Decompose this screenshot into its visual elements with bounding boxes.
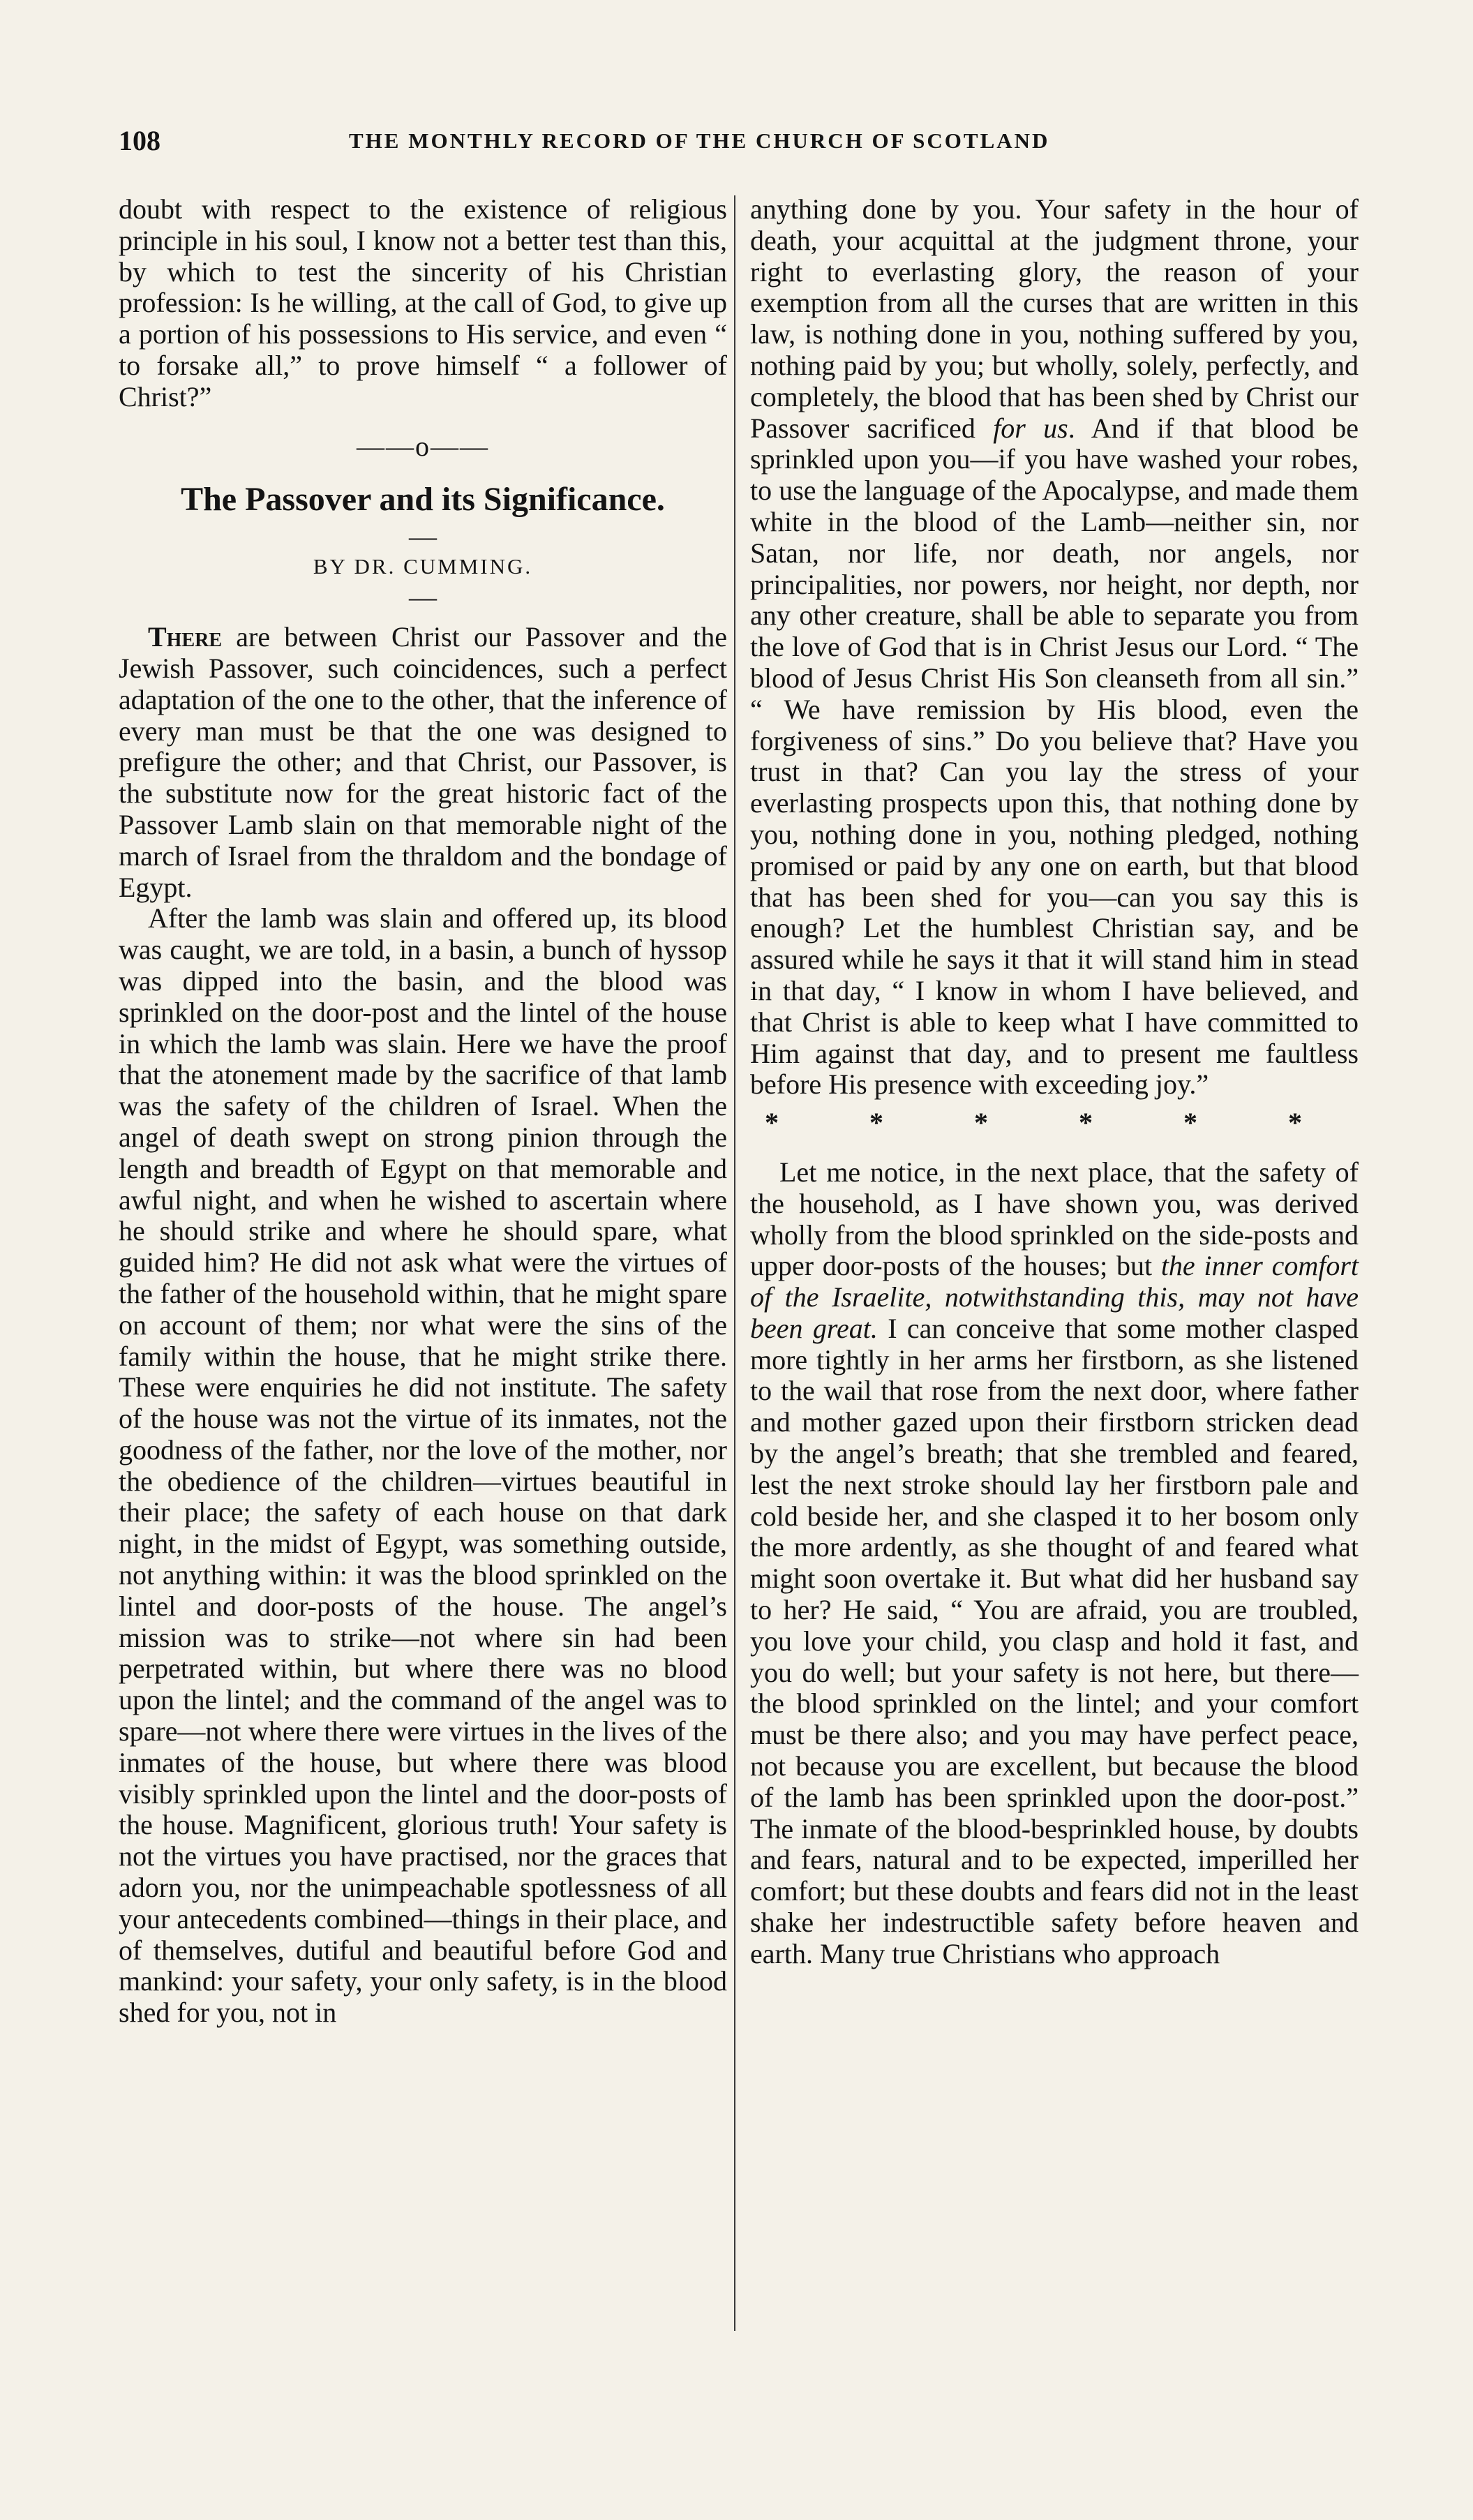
italic-text: for us	[993, 412, 1068, 444]
title-dash: —	[409, 521, 437, 553]
section-asterisks: * * * * * *	[765, 1107, 1344, 1139]
intro-paragraph: doubt with respect to the existence of religious principle in his soul, I know not a better test than this, by which to test the sincerity of his Christian profession: Is he willing, at the call of God, to give up a portion of his possessions to His service, and even “ to forsake all,” to prove himself “ a follower of Christ?”	[119, 193, 727, 412]
body-paragraph	[750, 1157, 1359, 1970]
paragraph-text: anything done by you. Your safety in the hour of death, your acquittal at the judgment throne, your right to everlasting glory, the reason of your exemption from all the curses that are written in this law, is nothing done in you, nothing suffered by you, nothing paid by you; but wholly, solely, perfectly, and completely, the blood that has been shed by Christ our Passover sacrificed	[750, 193, 1359, 444]
byline: BY DR. CUMMING.	[313, 554, 533, 579]
byline-dash: —	[409, 581, 437, 613]
body-paragraph: After the lamb was slain and offered up, its blood was caught, we are told, in a basin, a bunch of hyssop was dipped into the basin, and the blood was sprinkled on the door-post and the lintel of the house in which the lamb was slain. Here we have the proof that the atonement made by the sacrifice of that lamb was the safety of the children of Israel. When the angel of death swept on strong pinion through the length and breadth of Egypt on that memorable and awful night, and when he wished to ascertain where he should strike and where he should spare, what guided him? He did not ask what were the virtues of the father of the household within, that he might spare on account of them; nor what were the sins of the family within the house, that he might strike there. These were enquiries he did not institute. The safety of the house was not the virtue of its inmates, not the goodness of the father, nor the love of the mother, nor the obedience of the children—virtues beautiful in their place; the safety of each house on that dark night, in the midst of Egypt, was something outside, not anything within: it was the blood sprinkled on the lintel and door-posts of the house. The angel’s mission was to strike—not where sin had been perpetrated within, but where there was no blood upon the lintel; and the command of the angel was to spare—not where there were virtues in the lives of the inmates of the house, but where there was blood visibly sprinkled upon the lintel and the door-posts of the house. Magnificent, glorious truth! Your safety is not the virtues you have practised, nor the graces that adorn you, nor the unimpeachable spotlessness of all your antecedents combined—things in their place, and of themselves, dutiful and beautiful before God and mankind: your safety, your only safety, is in the blood shed for you, not in	[119, 902, 727, 2029]
page-header	[119, 124, 1361, 166]
running-head: THE MONTHLY RECORD OF THE CHURCH OF SCOTLAND	[349, 128, 1050, 153]
lead-word: There	[148, 621, 223, 653]
paragraph-text: . And if that blood be sprinkled upon you—if you have washed your robes, to use the language of the Apocalypse, and made them white in the blood of the Lamb—neither sin, nor Satan, nor life, nor death, nor angels, nor principalities, nor powers, nor height, nor depth, nor any other creature, shall be able to separate you from the love of God that is in Christ Jesus our Lord. “ The blood of Jesus Christ His Son cleanseth from all sin.” “ We have remission by His blood, even the forgiveness of sins.” Do you believe that? Have you trust in that? Can you lay the stress of your everlasting prospects upon this, that nothing done by you, nothing done in you, nothing pledged, nothing promised or paid by any one on earth, but that blood that has been shed for you—can you say this is enough? Let the humblest Christian say, and be assured while he says it that it will stand him in stead in that day, “ I know in whom I have believed, and that Christ is able to keep what I have committed to Him against that day, and to present me faultless before His presence with exceeding joy.”	[750, 412, 1359, 1101]
left-column	[119, 194, 727, 2029]
paragraph-text: Let me notice, in the next place, that the safety of the household, as I have shown you, was derived wholly from the blood sprinkled on the side-posts and upper door-posts of the houses; but	[750, 1156, 1359, 1282]
body-paragraph	[750, 194, 1359, 1101]
right-column	[750, 194, 1359, 1970]
italic-text: the inner comfort of the Israelite, notwithstanding this, may not have been great.	[750, 1250, 1359, 1344]
section-divider: ——o——	[357, 430, 489, 462]
paragraph-text: are between Christ our Passover and the Jewish Passover, such coincidences, such a perfect adaptation of the one to the other, that the inference of every man must be that the one was designed to prefigure the other; and that Christ, our Passover, is the substitute now for the great historic fact of the Passover Lamb slain on that memorable night of the march of Israel from the thraldom and the bondage of Egypt.	[119, 621, 727, 903]
paragraph-text: I can conceive that some mother clasped more tightly in her arms her firstborn, as she listened to the wail that rose from the next door, where father and mother gazed upon their firstborn stricken dead by the angel’s breath; that she trembled and feared, lest the next stroke should lay her firstborn pale and cold beside her, and she clasped it to her bosom only the more ardently, as she thought of and feared what might soon overtake it. But what did her husband say to her? He said, “ You are afraid, you are troubled, you love your child, you clasp and hold it fast, and you do well; but your safety is not here, but there—the blood sprinkled on the lintel; and your comfort must be there also; and you may have perfect peace, not because you are excellent, but because the blood of the lamb has been sprinkled upon the door-post.” The inmate of the blood-besprinkled house, by doubts and fears, natural and to be expected, imperilled her comfort; but these doubts and fears did not in the least shake her indestructible safety before heaven and earth. Many true Christians who approach	[750, 1312, 1359, 1969]
column-rule	[734, 195, 735, 2331]
article-title: The Passover and its Significance.	[181, 481, 665, 519]
page-number: 108	[119, 125, 160, 156]
body-paragraph	[119, 622, 727, 903]
